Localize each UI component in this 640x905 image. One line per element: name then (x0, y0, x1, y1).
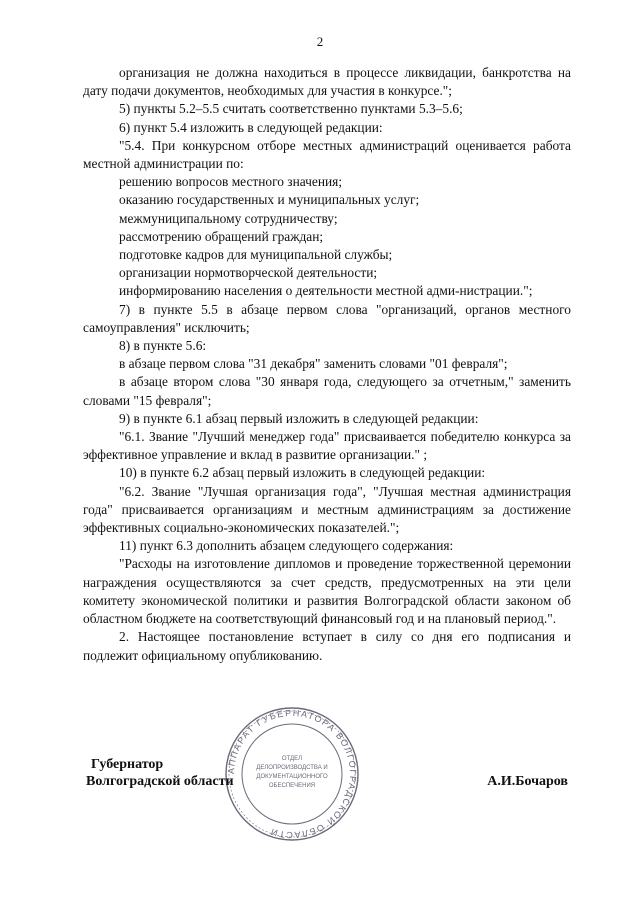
seal-inner-line: ДЕЛОПРОИЗВОДСТВА И (256, 765, 328, 771)
paragraph: 11) пункт 6.3 дополнить абзацем следующего содержания: (119, 538, 454, 554)
paragraph: "5.4. При конкурсном отборе местных администраций оценивается работа местной администрации по: (83, 137, 571, 172)
paragraph: 9) в пункте 6.1 абзац первый изложить в следующей редакции: (119, 410, 479, 426)
paragraph: в абзаце первом слова "31 декабря" заменить словами "01 февраля"; (119, 356, 508, 372)
paragraph: организация не должна находиться в процессе ликвидации, банкротства на дату подачи документов, необходимых для участия в конкурсе."; (83, 65, 571, 99)
paragraph: 6) пункт 5.4 изложить в следующей редакции: (119, 119, 383, 135)
seal-inner-line: ДОКУМЕНТАЦИОННОГО (256, 774, 328, 780)
list-item: организации нормотворческой деятельности; (119, 265, 378, 281)
position-line: Губернатор (91, 757, 164, 772)
page-number: 2 (316, 34, 324, 49)
list-item: межмуниципальному сотрудничеству; (119, 210, 338, 226)
signatory-name: А.И.Бочаров (487, 774, 568, 789)
paragraph: 7) в пункте 5.5 в абзаце первом слова "организаций, органов местного самоуправления" исключить; (83, 301, 571, 335)
position-line: Волгоградской области (86, 774, 234, 789)
list-item: оказанию государственных и муниципальных услуг; (119, 192, 420, 208)
paragraph: "6.1. Звание "Лучший менеджер года" присваивается победителю конкурса за эффективное управление и вклад в развитие организации." ; (83, 429, 571, 463)
signatory-position (86, 756, 234, 790)
paragraph: 10) в пункте 6.2 абзац первый изложить в следующей редакции: (119, 465, 486, 481)
paragraph: 8) в пункте 5.6: (119, 338, 207, 354)
list-item: рассмотрению обращений граждан; (119, 228, 324, 244)
seal-inner-line: ОТДЕЛ (281, 756, 303, 762)
paragraph: 5) пункты 5.2–5.5 считать соответственно пунктами 5.3–5.6; (119, 101, 463, 117)
seal-inner-line: ОБЕСПЕЧЕНИЯ (268, 783, 316, 789)
document-body (83, 64, 571, 665)
seal-outer-text: АППАРАТ ГУБЕРНАТОРА ВОЛГОГРАДСКОЙ ОБЛАСТИ (225, 707, 359, 841)
paragraph: "Расходы на изготовление дипломов и проведение торжественной церемонии награждения осуществляются за счет средств, предусмотренных на эти цели комитету экономической политики и развития Волгоградской области законом об областном бюджете на соответствующий финансовый год и на плановый период.". (83, 556, 571, 627)
list-item: решению вопросов местного значения; (119, 174, 343, 190)
paragraph: 2. Настоящее постановление вступает в силу со дня его подписания и подлежит официальному опубликованию. (83, 629, 571, 663)
paragraph: в абзаце втором слова "30 января года, следующего за отчетным," заменить словами "15 февраля"; (83, 374, 571, 408)
list-item: подготовке кадров для муниципальной службы; (119, 247, 393, 263)
official-seal (222, 704, 362, 844)
list-item: информированию населения о деятельности местной адми-нистрации."; (119, 283, 533, 299)
paragraph: "6.2. Звание "Лучшая организация года", "Лучшая местная администрация года" присваивается организациям и местным администрациям за достижение эффективных социально-экономических показателей."; (83, 483, 571, 536)
